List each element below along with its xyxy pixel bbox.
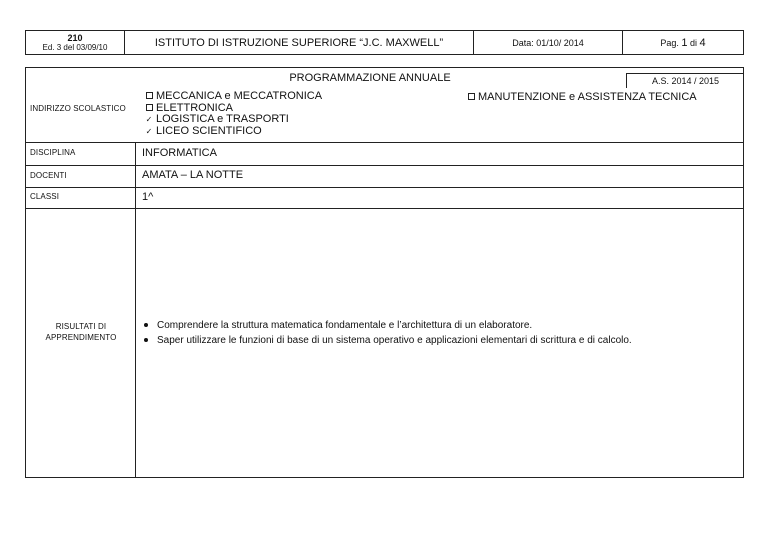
risultati-label xyxy=(30,321,132,343)
row-divider xyxy=(25,187,744,188)
checkbox-empty-icon xyxy=(142,103,156,115)
programme-table xyxy=(25,67,744,478)
checkbox-empty-icon xyxy=(464,93,478,102)
column-divider xyxy=(135,142,136,478)
risultati-list xyxy=(140,318,632,348)
date-label: Data: xyxy=(512,37,534,48)
option-liceo: ✓ LICEO SCIENTIFICO xyxy=(142,126,322,138)
checkmark-icon: ✓ xyxy=(145,126,153,136)
institute-cell xyxy=(125,31,474,54)
list-item: Saper utilizzare le funzioni di base di un sistema operativo e applicazioni elementari di scrittura e di calcolo. xyxy=(140,333,632,348)
doc-edition: Ed. 3 del 03/09/10 xyxy=(42,42,108,52)
checkbox-empty-icon xyxy=(142,91,156,103)
indirizzo-options xyxy=(142,91,322,137)
page-cell xyxy=(623,31,743,54)
option-elettronica: ELETTRONICA xyxy=(142,103,322,115)
date-cell xyxy=(474,31,623,54)
bullet-icon xyxy=(144,323,148,327)
disciplina-value: INFORMATICA xyxy=(142,147,217,159)
docenti-label: DOCENTI xyxy=(30,171,67,180)
row-divider xyxy=(25,208,744,209)
page-label: Pag. xyxy=(660,37,679,48)
list-item: Comprendere la struttura matematica fondamentale e l’architettura di un elaboratore. xyxy=(140,318,632,333)
school-year-box xyxy=(626,73,744,88)
document-header xyxy=(25,30,744,55)
risultati-label-line2: APPRENDIMENTO xyxy=(45,333,117,342)
page-current: 1 xyxy=(681,36,688,49)
bullet-icon xyxy=(144,338,148,342)
option-manutenzione: MANUTENZIONE e ASSISTENZA TECNICA xyxy=(464,91,697,103)
row-divider xyxy=(25,165,744,166)
risultati-label-line1: RISULTATI DI xyxy=(55,322,107,331)
indirizzo-label: INDIRIZZO SCOLASTICO xyxy=(30,104,126,113)
programme-title: PROGRAMMAZIONE ANNUALE xyxy=(289,72,451,84)
school-year: A.S. 2014 / 2015 xyxy=(651,76,720,86)
classi-value: 1^ xyxy=(142,191,154,203)
date-value: 01/10/ 2014 xyxy=(536,37,584,48)
option-meccanica: MECCANICA e MECCATRONICA xyxy=(142,91,322,103)
option-logistica: ✓ LOGISTICA e TRASPORTI xyxy=(142,114,322,126)
disciplina-label: DISCIPLINA xyxy=(30,148,76,157)
doc-code: 210 xyxy=(67,32,83,43)
checkmark-icon: ✓ xyxy=(145,115,153,124)
institute-name: ISTITUTO DI ISTRUZIONE SUPERIORE “J.C. MAXWELL” xyxy=(154,36,444,49)
page-of: di xyxy=(690,37,698,48)
page-total: 4 xyxy=(699,36,706,49)
docenti-value: AMATA – LA NOTTE xyxy=(142,169,244,181)
classi-label: CLASSI xyxy=(30,192,60,201)
row-divider xyxy=(25,142,744,143)
doc-code-cell xyxy=(26,31,125,54)
